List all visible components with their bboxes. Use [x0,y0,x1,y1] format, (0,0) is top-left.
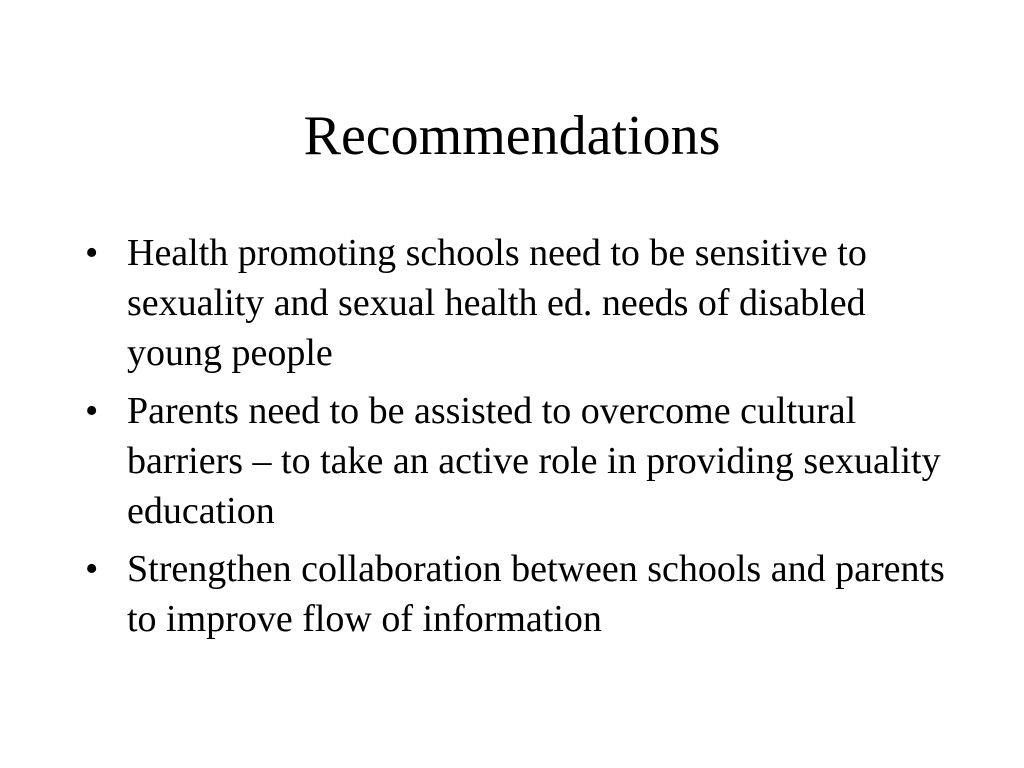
slide-title: Recommendations [303,105,721,167]
bullet-icon: • [85,548,99,590]
bullet-text: Strengthen collaboration between schools and parents to improve flow of information [127,548,945,640]
bullet-item [85,386,965,536]
bullet-item [85,228,965,378]
bullet-text: Parents need to be assisted to overcome cultural barriers – to take an active role in providing sexuality education [127,390,941,532]
bullet-text: Health promoting schools need to be sensitive to sexuality and sexual health ed. needs of disabled young people [127,232,867,374]
bullet-list [85,228,965,652]
bullet-item [85,544,965,644]
bullet-icon: • [85,390,99,432]
bullet-icon: • [85,232,99,274]
